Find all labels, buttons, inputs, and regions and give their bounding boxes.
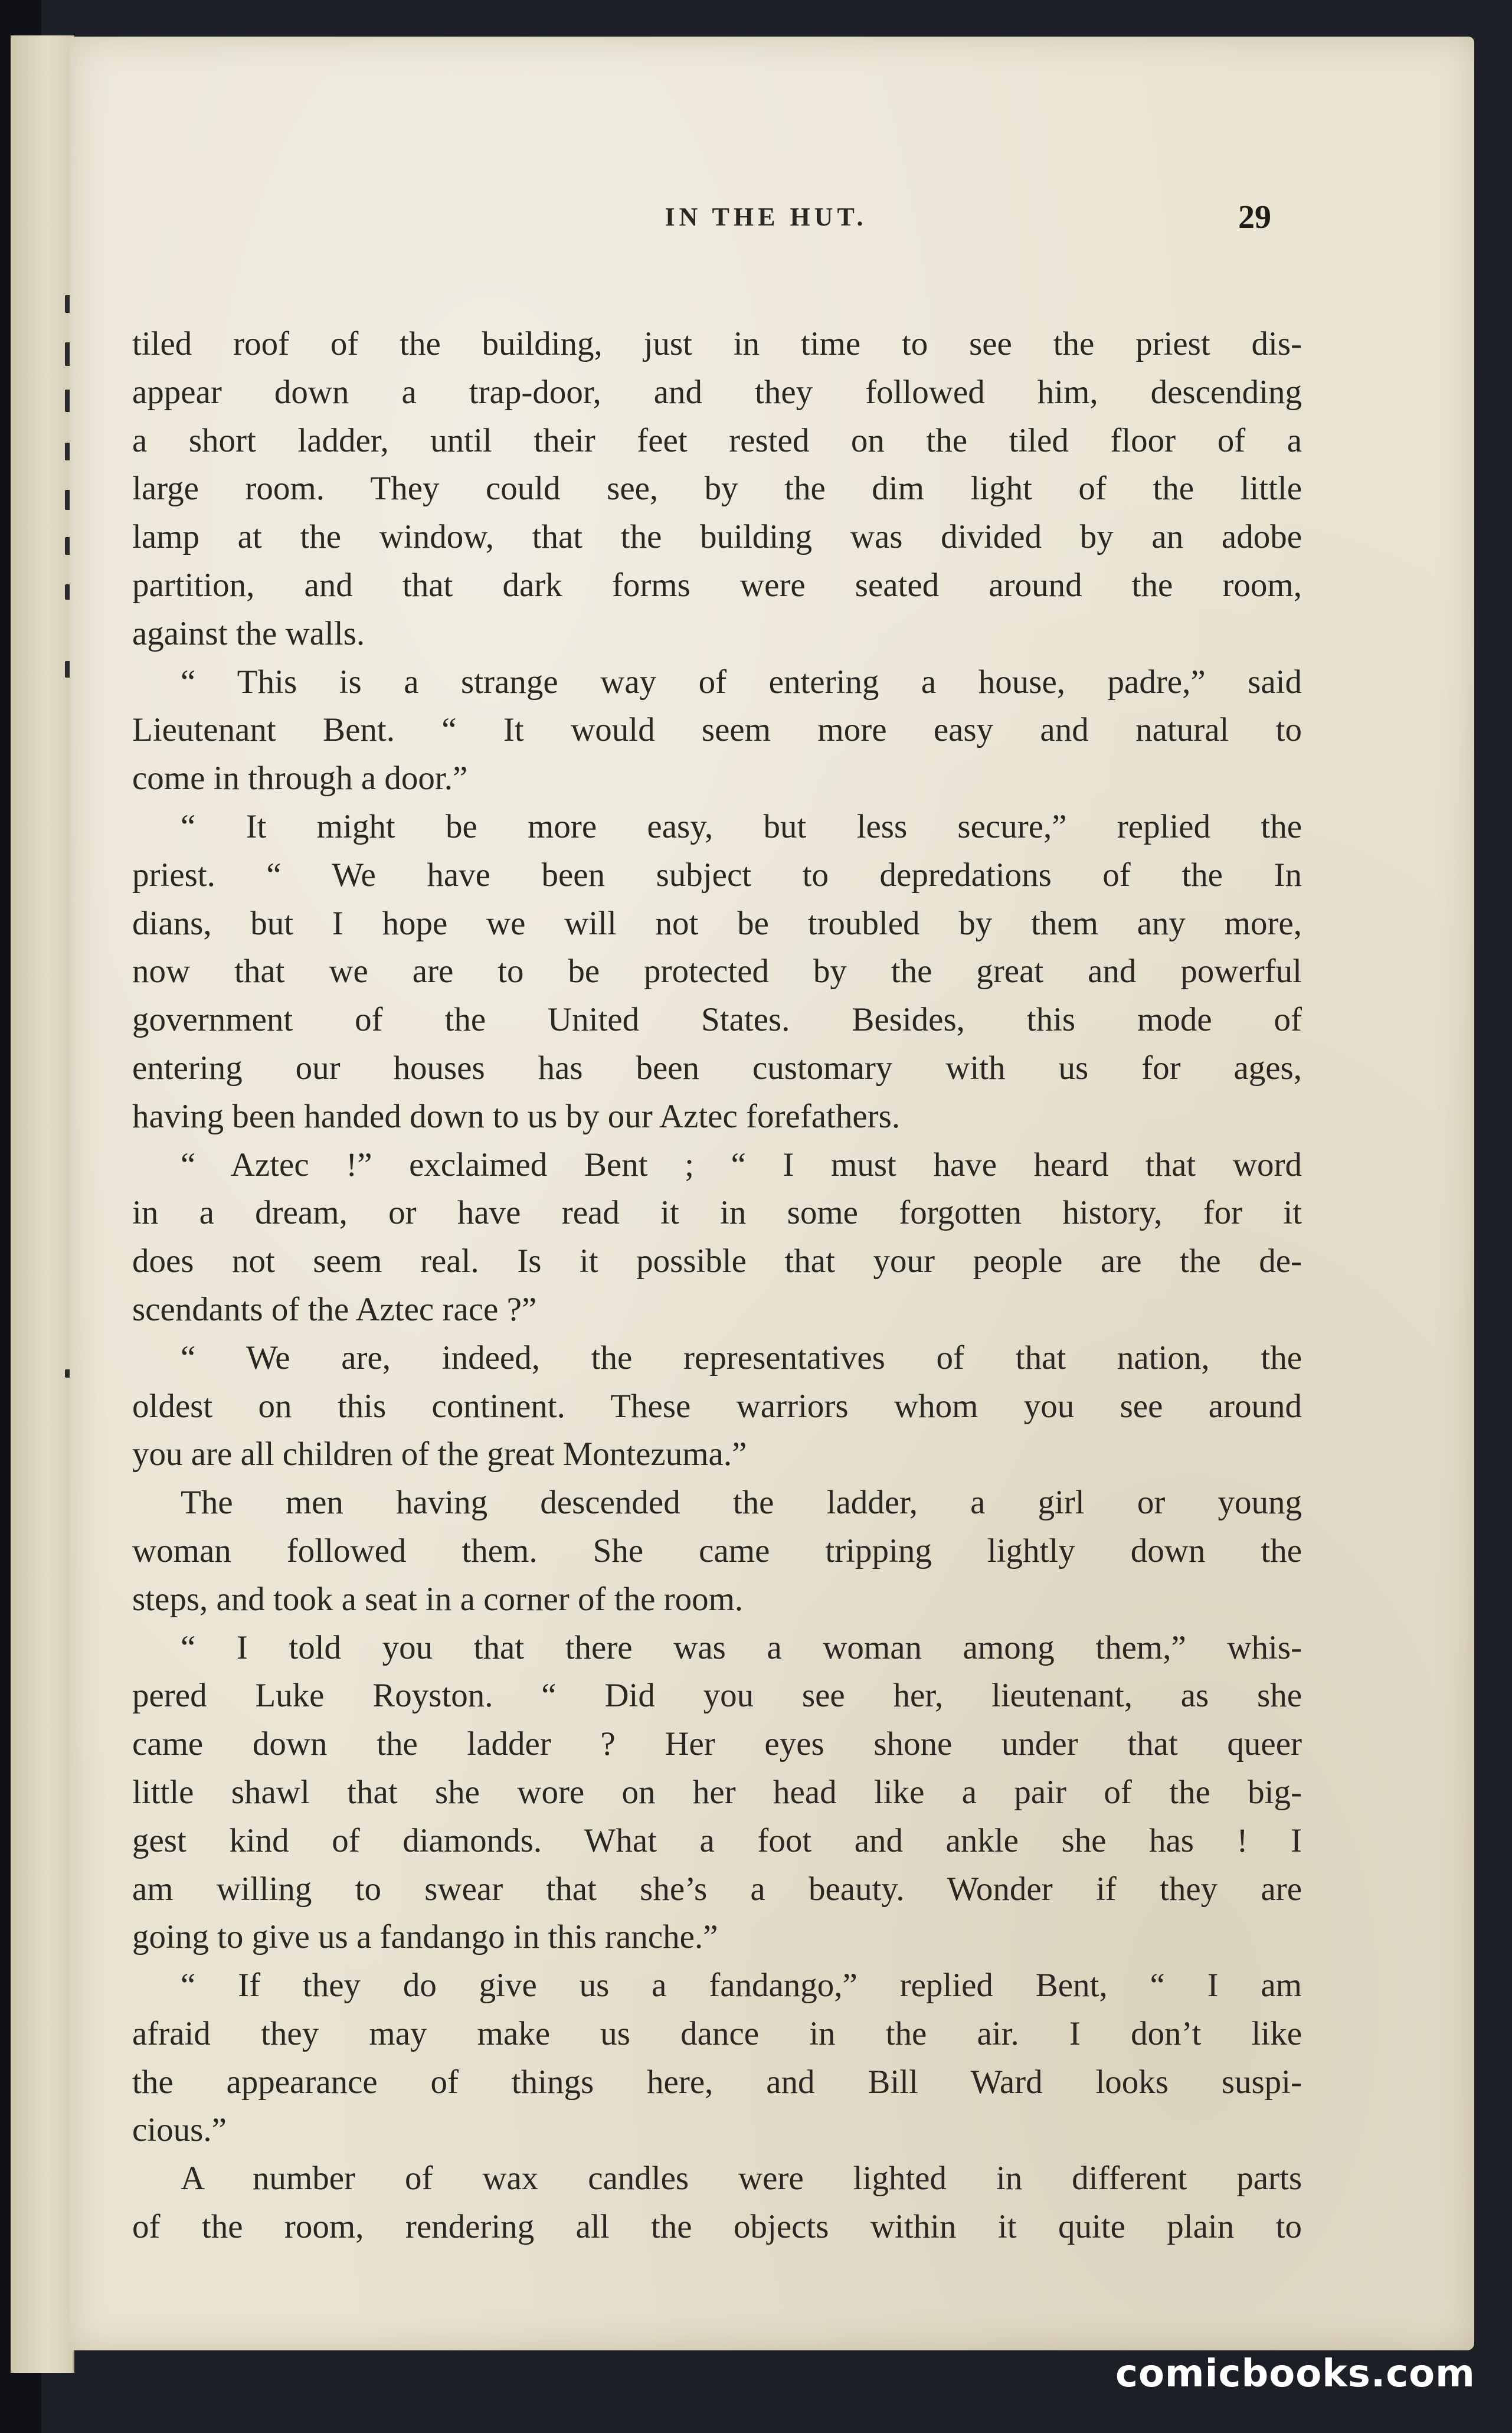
text-line: dians, but I hope we will not be troubled by them any more, — [132, 904, 1302, 942]
running-head: IN THE HUT. — [665, 202, 868, 231]
text-line: a short ladder, until their feet rested on the tiled floor of a — [132, 421, 1302, 459]
book-page — [70, 37, 1474, 2350]
text-line: cious.” — [132, 2111, 227, 2149]
text-line: “ It might be more easy, but less secure,” replied the — [181, 807, 1302, 845]
text-line: afraid they may make us dance in the air. I don’t like — [132, 2015, 1302, 2052]
text-line: partition, and that dark forms were seated around the room, — [132, 566, 1302, 604]
text-line: in a dream, or have read it in some forgotten history, for it — [132, 1194, 1302, 1232]
text-line: priest. “ We have been subject to depredations of the In — [132, 856, 1302, 894]
text-line: little shawl that she wore on her head like a pair of the big- — [132, 1773, 1302, 1811]
previous-page-edge — [11, 35, 74, 2373]
text-line: “ We are, indeed, the representatives of that nation, the — [181, 1339, 1302, 1376]
text-line: “ If they do give us a fandango,” replied Bent, “ I am — [181, 1967, 1302, 2004]
text-line: “ Aztec !” exclaimed Bent ; “ I must have heard that word — [181, 1146, 1302, 1183]
text-line: come in through a door.” — [132, 760, 468, 797]
text-line: “ This is a strange way of entering a house, padre,” said — [181, 663, 1302, 701]
page-number: 29 — [1238, 199, 1271, 236]
text-line: am willing to swear that she’s a beauty. Wonder if they are — [132, 1870, 1302, 1908]
text-line: scendants of the Aztec race ?” — [132, 1290, 537, 1328]
text-line: came down the ladder ? Her eyes shone under that queer — [132, 1725, 1302, 1763]
text-line: you are all children of the great Montezuma.” — [132, 1435, 747, 1473]
text-line: woman followed them. She came tripping lightly down the — [132, 1532, 1302, 1569]
text-line: does not seem real. Is it possible that your people are the de- — [132, 1242, 1302, 1280]
text-line: having been handed down to us by our Aztec forefathers. — [132, 1097, 901, 1135]
text-line: The men having descended the ladder, a girl or young — [181, 1484, 1302, 1522]
text-line: lamp at the window, that the building was divided by an adobe — [132, 518, 1302, 556]
text-line: of the room, rendering all the objects within it quite plain to — [132, 2208, 1302, 2246]
text-line: gest kind of diamonds. What a foot and ankle she has ! I — [132, 1822, 1302, 1859]
text-line: A number of wax candles were lighted in different parts — [181, 2160, 1302, 2197]
text-line: government of the United States. Besides, this mode of — [132, 1001, 1302, 1039]
text-line: appear down a trap-door, and they followed him, descending — [132, 373, 1302, 411]
text-line: the appearance of things here, and Bill Ward looks suspi- — [132, 2063, 1302, 2101]
text-line: now that we are to be protected by the great and powerful — [132, 953, 1302, 990]
text-line: large room. They could see, by the dim light of the little — [132, 470, 1302, 508]
text-line: oldest on this continent. These warriors whom you see around — [132, 1387, 1302, 1425]
page-header — [70, 199, 1368, 273]
text-line: entering our houses has been customary with us for ages, — [132, 1049, 1302, 1087]
text-line: against the walls. — [132, 614, 365, 652]
text-line: Lieutenant Bent. “ It would seem more easy and natural to — [132, 711, 1302, 749]
body-text — [132, 320, 1302, 2251]
text-line: pered Luke Royston. “ Did you see her, lieutenant, as she — [132, 1677, 1302, 1715]
text-line: tiled roof of the building, just in time to see the priest dis- — [132, 325, 1302, 362]
text-line: “ I told you that there was a woman among them,” whis- — [181, 1628, 1302, 1666]
watermark: comicbooks.com — [1115, 2352, 1475, 2396]
text-line: going to give us a fandango in this ranche.” — [132, 1918, 718, 1956]
text-line: steps, and took a seat in a corner of the room. — [132, 1580, 744, 1618]
